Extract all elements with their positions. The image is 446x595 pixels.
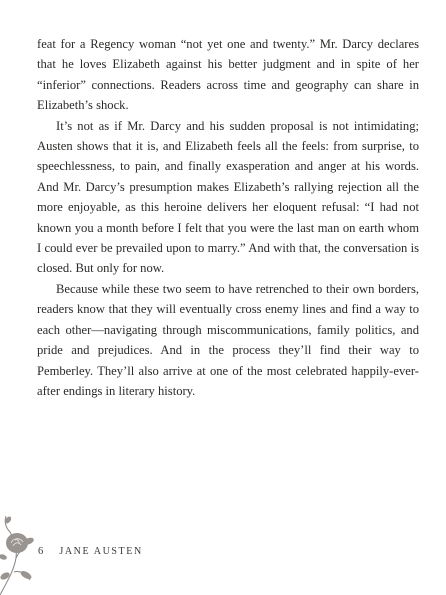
body-text <box>37 34 419 401</box>
running-head: JANE AUSTEN <box>59 546 143 557</box>
page-footer <box>38 546 143 557</box>
paragraph-1: feat for a Regency woman “not yet one and twenty.” Mr. Darcy declares that he loves Elizabeth against his better judgment and in spite of her “inferior” connections. Readers across time and geography can share in Elizabeth’s shock. <box>37 37 419 113</box>
page-number: 6 <box>38 546 44 557</box>
paragraph-2: It’s not as if Mr. Darcy and his sudden proposal is not intimidating; Austen shows that it is, and Elizabeth feels all the feels: from surprise, to speechlessness, to pain, and finally exasperation and anger at his words. And Mr. Darcy’s presumption makes Elizabeth’s rallying rejection all the more enjoyable, as this heroine delivers her eloquent refusal: “I had not known you a month before I felt that you were the last man on earth whom I could ever be prevailed upon to marry.” And with that, the conversation is closed. But only for now. <box>37 118 419 276</box>
paragraph-3: Because while these two seem to have retrenched to their own borders, readers know that they will eventually cross enemy lines and find a way to each other—navigating through miscommunications, family politics, and pride and prejudices. And in the process they’ll find their way to Pemberley. They’ll also arrive at one of the most celebrated happily-ever-after endings in literary history. <box>37 281 419 398</box>
flower-ornament-icon <box>0 510 36 595</box>
